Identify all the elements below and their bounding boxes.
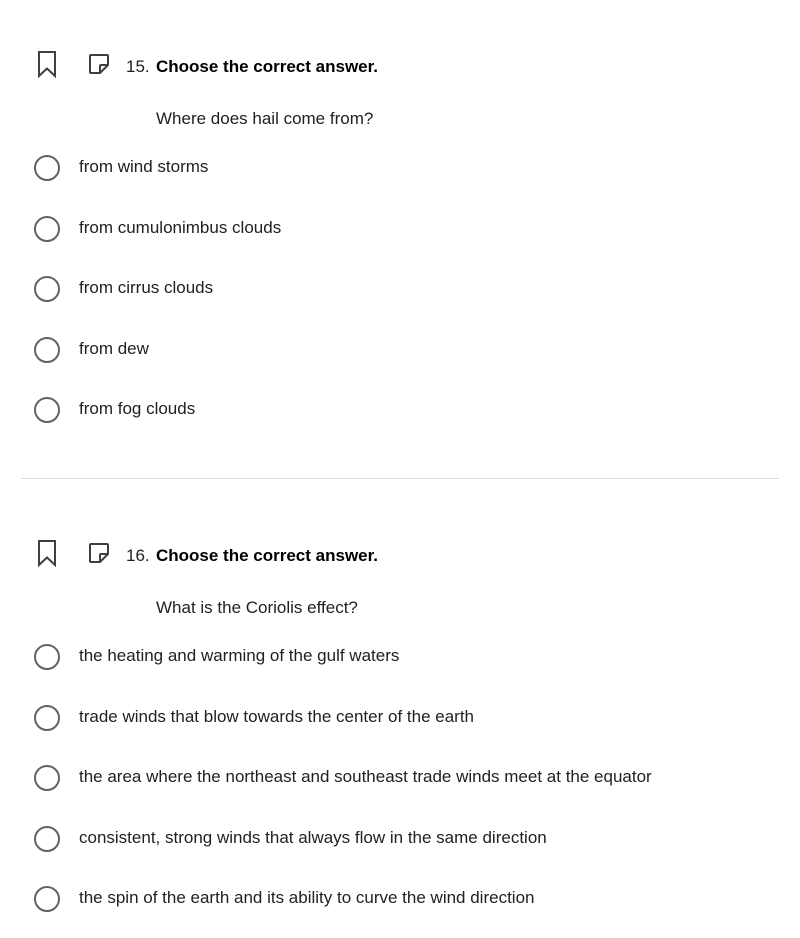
answer-option[interactable]: [0, 817, 800, 878]
answer-option-label: the area where the northeast and southeast trade winds meet at the equator: [79, 767, 652, 786]
question-header: [0, 537, 800, 573]
answer-option[interactable]: [0, 388, 800, 449]
radio-unchecked-icon[interactable]: [34, 276, 60, 302]
bookmark-button[interactable]: [31, 48, 63, 80]
radio-unchecked-icon[interactable]: [34, 705, 60, 731]
answer-option-label: from cirrus clouds: [79, 278, 214, 297]
bookmark-icon: [36, 50, 58, 78]
radio-unchecked-icon[interactable]: [34, 765, 60, 791]
radio-unchecked-icon[interactable]: [34, 155, 60, 181]
radio-unchecked-icon[interactable]: [34, 337, 60, 363]
radio-unchecked-icon[interactable]: [34, 644, 60, 670]
answer-options: [0, 635, 800, 938]
radio-unchecked-icon[interactable]: [34, 826, 60, 852]
answer-option-label: the heating and warming of the gulf waters: [79, 646, 400, 665]
answer-option[interactable]: [0, 877, 800, 938]
note-icon: [86, 51, 112, 77]
answer-option[interactable]: [0, 207, 800, 268]
answer-option[interactable]: [0, 696, 800, 757]
radio-unchecked-icon[interactable]: [34, 216, 60, 242]
answer-option-label: from cumulonimbus clouds: [79, 217, 282, 237]
answer-option[interactable]: [0, 756, 800, 817]
bookmark-icon: [36, 539, 58, 567]
answer-option-label: from dew: [79, 338, 149, 358]
question-number: 16.: [126, 546, 150, 565]
bookmark-button[interactable]: [31, 537, 63, 569]
note-button[interactable]: [83, 537, 115, 569]
note-button[interactable]: [83, 48, 115, 80]
question-number: 15.: [126, 57, 150, 76]
answer-option-label: from fog clouds: [79, 399, 196, 418]
radio-unchecked-icon[interactable]: [34, 397, 60, 423]
answer-option[interactable]: [0, 635, 800, 696]
answer-option[interactable]: [0, 328, 800, 389]
answer-options: [0, 146, 800, 449]
answer-option-label: consistent, strong winds that always flow in the same direction: [79, 827, 547, 847]
question-prompt: What is the Coriolis effect?: [156, 598, 358, 617]
question-header: [0, 48, 800, 84]
answer-option-label: trade winds that blow towards the center of the earth: [79, 706, 475, 726]
question-divider: [21, 478, 779, 479]
note-icon: [86, 540, 112, 566]
question-instruction: Choose the correct answer.: [156, 546, 379, 565]
answer-option-label: the spin of the earth and its ability to curve the wind direction: [79, 888, 535, 907]
answer-option[interactable]: [0, 267, 800, 328]
answer-option[interactable]: [0, 146, 800, 207]
radio-unchecked-icon[interactable]: [34, 886, 60, 912]
answer-option-label: from wind storms: [79, 157, 209, 176]
question-instruction: Choose the correct answer.: [156, 57, 379, 76]
question-prompt: Where does hail come from?: [156, 109, 374, 128]
